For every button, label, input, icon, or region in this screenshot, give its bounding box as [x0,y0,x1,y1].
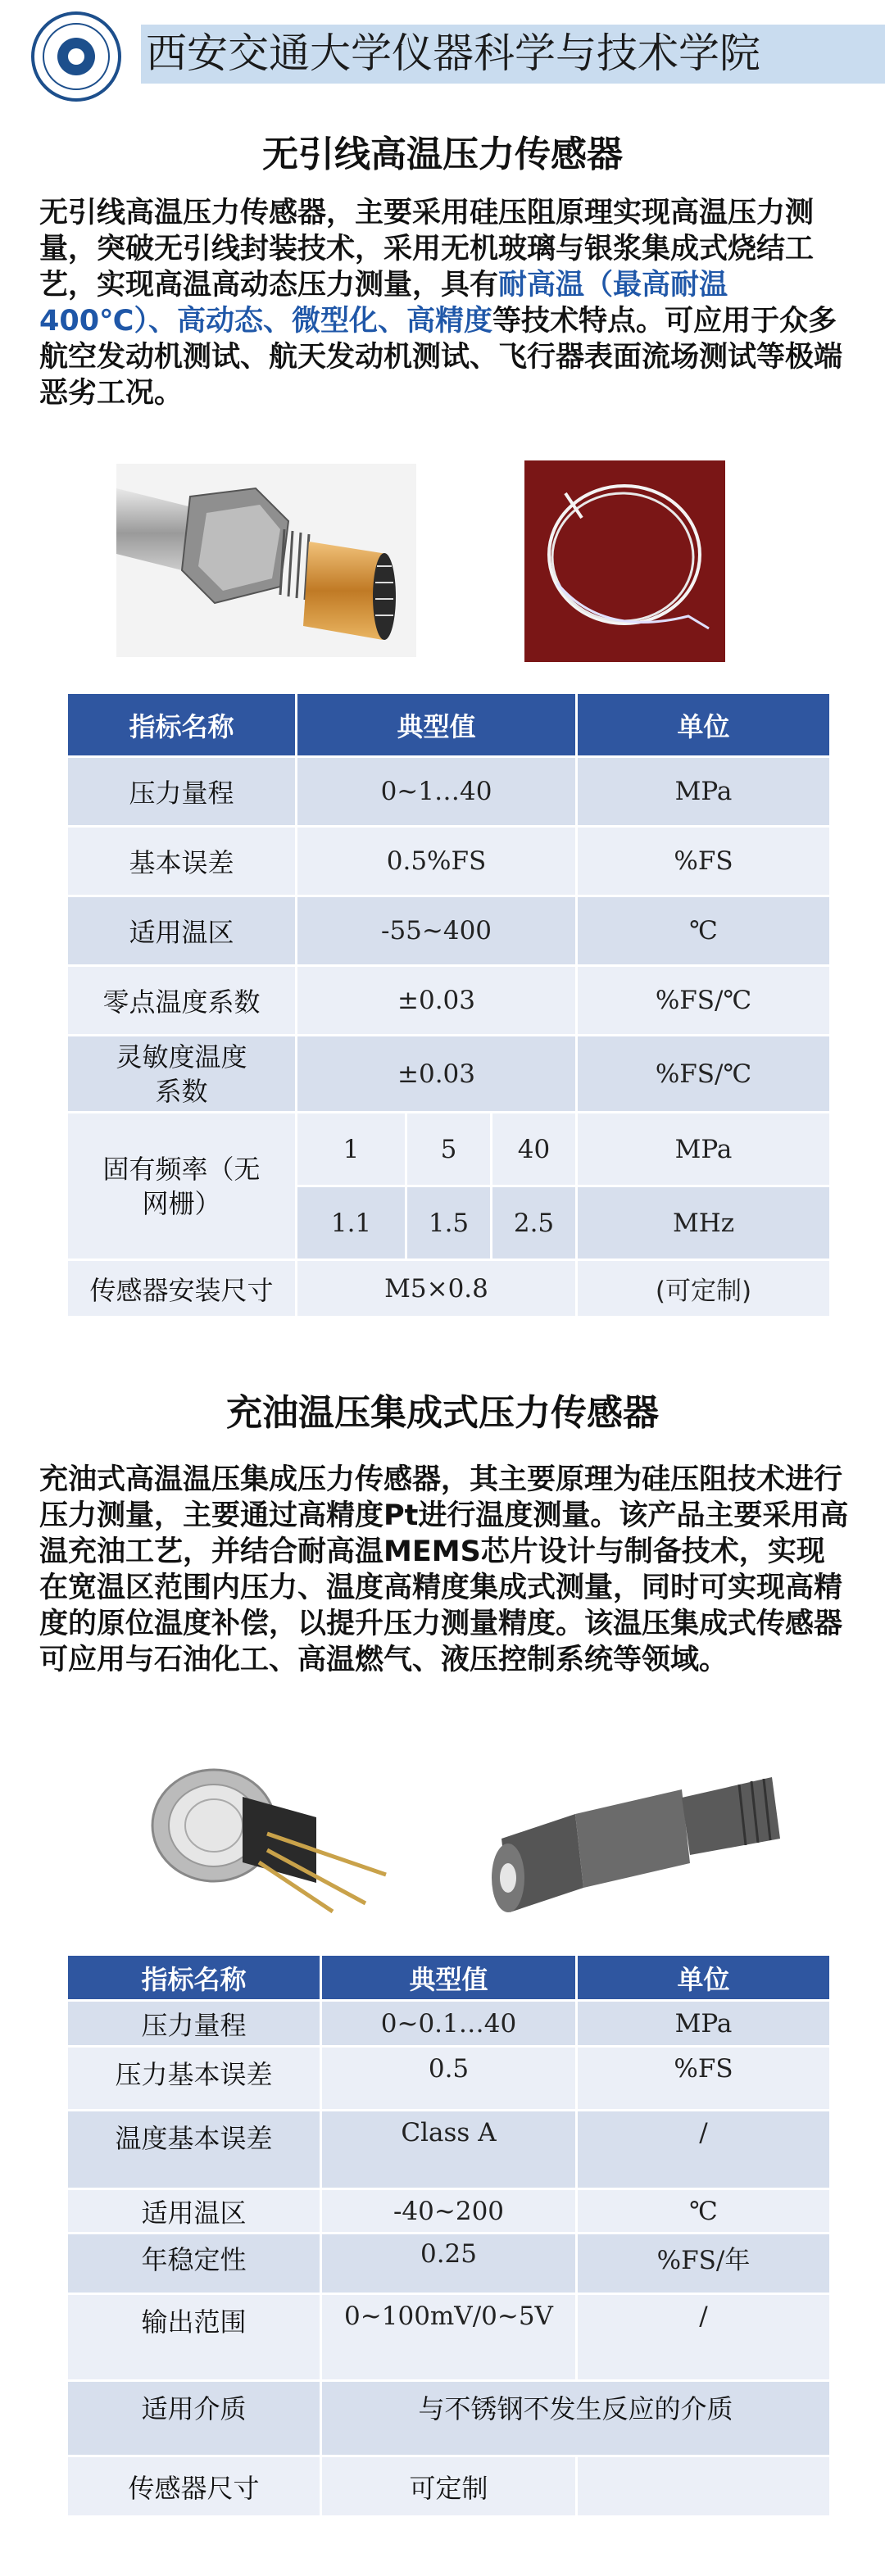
table1-header-unit: 单位 [577,693,831,757]
row-name: 温度基本误差 [67,2111,321,2189]
section1-desc-part2: 等技术特点。可应用于众多航空发动机测试、航天发动机测试、飞行器表面流场测试等极端恶劣工况。 [39,305,843,410]
row-unit: / [577,2111,831,2189]
freq-value-unit: MHz [577,1186,831,1260]
row-unit: ℃ [577,896,831,966]
table-row [67,2381,831,2456]
row-value: 0.25 [321,2234,577,2294]
freq-value-2: 1.5 [406,1186,492,1260]
section1-description [39,195,851,411]
table-row [67,827,831,896]
row-name: 年稳定性 [67,2234,321,2294]
row-name: 压力量程 [67,2001,321,2047]
row-unit: / [577,2294,831,2381]
row-unit: ℃ [577,2189,831,2234]
row-name: 适用温区 [67,896,297,966]
row-value: Class A [321,2111,577,2189]
university-logo [31,11,121,102]
table-row [67,1260,831,1317]
table-row [67,896,831,966]
row-name: 传感器尺寸 [67,2456,321,2517]
row-value: ±0.03 [297,1036,577,1113]
section1-desc-highlight: 耐高温（最高耐温400℃）、高动态、微型化、高精度 [39,269,728,338]
row-unit: %FS/年 [577,2234,831,2294]
freq-value-3: 2.5 [492,1186,577,1260]
row-name: 固有频率（无网栅） [67,1113,297,1260]
row-name: 压力量程 [67,757,297,827]
table-row [67,1113,831,1186]
row-unit: MPa [577,757,831,827]
row-name: 压力基本误差 [67,2047,321,2111]
freq-value-1: 1.1 [297,1186,406,1260]
sensor-cable-photo [524,460,725,662]
table-row [67,966,831,1036]
table-row [67,1036,831,1113]
row-value: -40~200 [321,2189,577,2234]
table2-header-name: 指标名称 [67,1955,321,2001]
row-name: 灵敏度温度 系数 [67,1036,297,1113]
table2-header-unit: 单位 [577,1955,831,2001]
row-name: 适用介质 [67,2381,321,2456]
row-value: -55~400 [297,896,577,966]
page-header [0,0,885,107]
row-value: 0.5 [321,2047,577,2111]
row-unit: %FS [577,2047,831,2111]
row-value: 0.5%FS [297,827,577,896]
section1-desc-part1: 无引线高温压力传感器，主要采用硅压阻原理实现高温压力测量，突破无引线封装技术，采用无机玻璃与银浆集成式烧结工艺，实现高温高动态压力测量，具有 [39,197,815,302]
freq-pressure-3: 40 [492,1113,577,1186]
freq-pressure-1: 1 [297,1113,406,1186]
table-row [67,2456,831,2517]
section2-title: 充油温压集成式压力传感器 [226,1392,659,1434]
row-value: 可定制 [321,2456,577,2517]
row-unit: %FS/℃ [577,966,831,1036]
table2-header-value: 典型值 [321,1955,577,2001]
table-row [67,2234,831,2294]
sensor1-spec-table [66,692,832,1318]
school-name: 西安交通大学仪器科学与技术学院 [146,29,760,77]
table-row [67,2111,831,2189]
row-name: 适用温区 [67,2189,321,2234]
row-unit: MPa [577,2001,831,2047]
row-value: 0~1…40 [297,757,577,827]
threaded-sensor-photo [477,1773,805,1929]
table-row [67,2047,831,2111]
freq-pressure-unit: MPa [577,1113,831,1186]
row-name: 零点温度系数 [67,966,297,1036]
row-name: 基本误差 [67,827,297,896]
table-row [67,2294,831,2381]
table-row [67,757,831,827]
row-unit: %FS [577,827,831,896]
row-value: ±0.03 [297,966,577,1036]
table-row [67,2189,831,2234]
table1-header-value: 典型值 [297,693,577,757]
row-value: 0~0.1…40 [321,2001,577,2047]
row-name: 传感器安装尺寸 [67,1260,297,1317]
section1-title: 无引线高温压力传感器 [262,134,623,175]
table-row [67,2001,831,2047]
sensor-probe-photo [116,464,416,657]
sensor-chip-photo [144,1760,390,1924]
section2-description: 充油式高温温压集成压力传感器，其主要原理为硅压阻技术进行压力测量，主要通过高精度Pt进行温度测量。该产品主要采用高温充油工艺，并结合耐高温MEMS芯片设计与制备技术，实现在宽温区范围内压力、温度高精度集成式测量，同时可实现高精度的原位温度补偿，以提升压力测量精度。该温压集成式传感器可应用与石油化工、高温燃气、液压控制系统等领域。 [39,1463,849,1676]
row-value: M5×0.8 [297,1260,577,1317]
row-unit: (可定制) [577,1260,831,1317]
row-name: 输出范围 [67,2294,321,2381]
sensor2-spec-table [66,1953,832,2518]
table1-header-name: 指标名称 [67,693,297,757]
row-unit [577,2456,831,2517]
freq-pressure-2: 5 [406,1113,492,1186]
row-value: 与不锈钢不发生反应的介质 [321,2381,831,2456]
row-value: 0~100mV/0~5V [321,2294,577,2381]
row-unit: %FS/℃ [577,1036,831,1113]
